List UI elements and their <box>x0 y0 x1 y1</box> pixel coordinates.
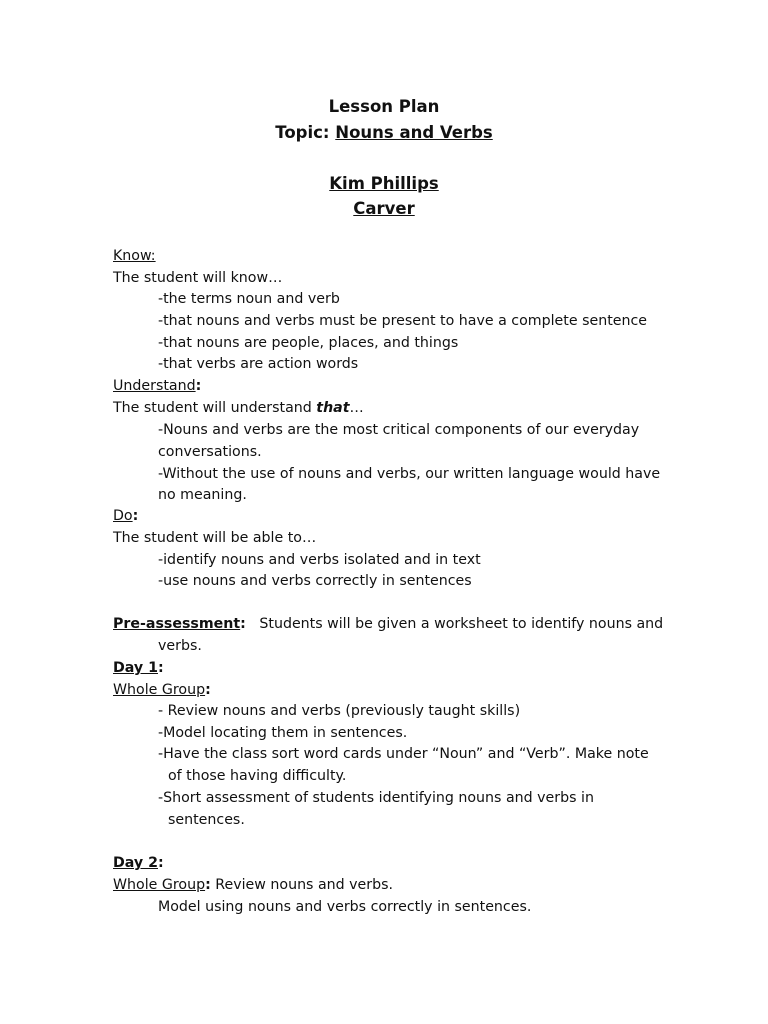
do-item: -identify nouns and verbs isolated and in text <box>158 552 481 568</box>
document-title: Lesson Plan <box>328 97 440 116</box>
know-item: -that nouns and verbs must be present to have a complete sentence <box>158 313 648 329</box>
day2-colon: : <box>157 855 164 871</box>
understand-heading: Understand <box>113 378 196 394</box>
day2-heading: Day 2 <box>113 855 158 871</box>
day1-heading: Day 1 <box>113 660 158 676</box>
topic-prefix: Topic: <box>275 123 336 142</box>
do-colon: : <box>132 508 139 524</box>
understand-line: no meaning. <box>158 487 247 503</box>
day2-heading-line <box>113 854 164 872</box>
understand-line: conversations. <box>158 444 262 460</box>
day1-line: -Have the class sort word cards under “Noun” and “Verb”. Make note <box>158 746 649 762</box>
day2-group-line <box>113 876 393 894</box>
day1-line: sentences. <box>168 812 245 828</box>
preassessment-continuation: verbs. <box>158 638 202 654</box>
day1-line: of those having difficulty. <box>168 768 347 784</box>
know-intro: The student will know… <box>113 270 283 286</box>
topic-value: Nouns and Verbs <box>335 123 493 142</box>
day1-group-colon: : <box>205 682 211 698</box>
day2-group-text: Review nouns and verbs. <box>210 877 394 893</box>
day1-heading-line <box>113 659 164 677</box>
day1-group-line <box>113 681 211 699</box>
author-name: Kim Phillips <box>329 174 439 193</box>
day2-group-label: Whole Group <box>113 877 206 893</box>
know-item: -that nouns are people, places, and things <box>158 335 459 351</box>
do-heading-line <box>113 507 138 525</box>
day1-line: - Review nouns and verbs (previously taught skills) <box>158 703 521 719</box>
understand-intro-ellipsis: … <box>349 400 364 416</box>
understand-line: -Without the use of nouns and verbs, our written language would have <box>158 466 661 482</box>
day1-colon: : <box>157 660 164 676</box>
day2-line: Model using nouns and verbs correctly in sentences. <box>158 899 532 915</box>
preassessment-text: Students will be given a worksheet to identify nouns and <box>245 616 664 632</box>
topic-line <box>0 123 768 143</box>
understand-colon: : <box>195 378 202 394</box>
understand-line: -Nouns and verbs are the most critical components of our everyday <box>158 422 640 438</box>
understand-intro <box>113 399 364 417</box>
preassessment-label: Pre-assessment <box>113 616 241 632</box>
day1-line: -Model locating them in sentences. <box>158 725 408 741</box>
do-heading: Do <box>113 508 133 524</box>
know-item: -the terms noun and verb <box>158 291 340 307</box>
know-heading: Know: <box>113 248 156 264</box>
preassessment-colon: : <box>240 616 246 632</box>
school-name: Carver <box>353 199 415 218</box>
day1-line: -Short assessment of students identifying nouns and verbs in <box>158 790 594 806</box>
preassessment-line <box>113 615 663 633</box>
day1-group-label: Whole Group <box>113 682 206 698</box>
know-item: -that verbs are action words <box>158 356 359 372</box>
do-intro: The student will be able to… <box>113 530 317 546</box>
understand-intro-text: The student will understand <box>113 400 317 416</box>
day2-group-colon: : <box>205 877 211 893</box>
understand-intro-emphasis: that <box>316 400 350 416</box>
understand-heading-line <box>113 377 201 395</box>
do-item: -use nouns and verbs correctly in sentences <box>158 573 472 589</box>
